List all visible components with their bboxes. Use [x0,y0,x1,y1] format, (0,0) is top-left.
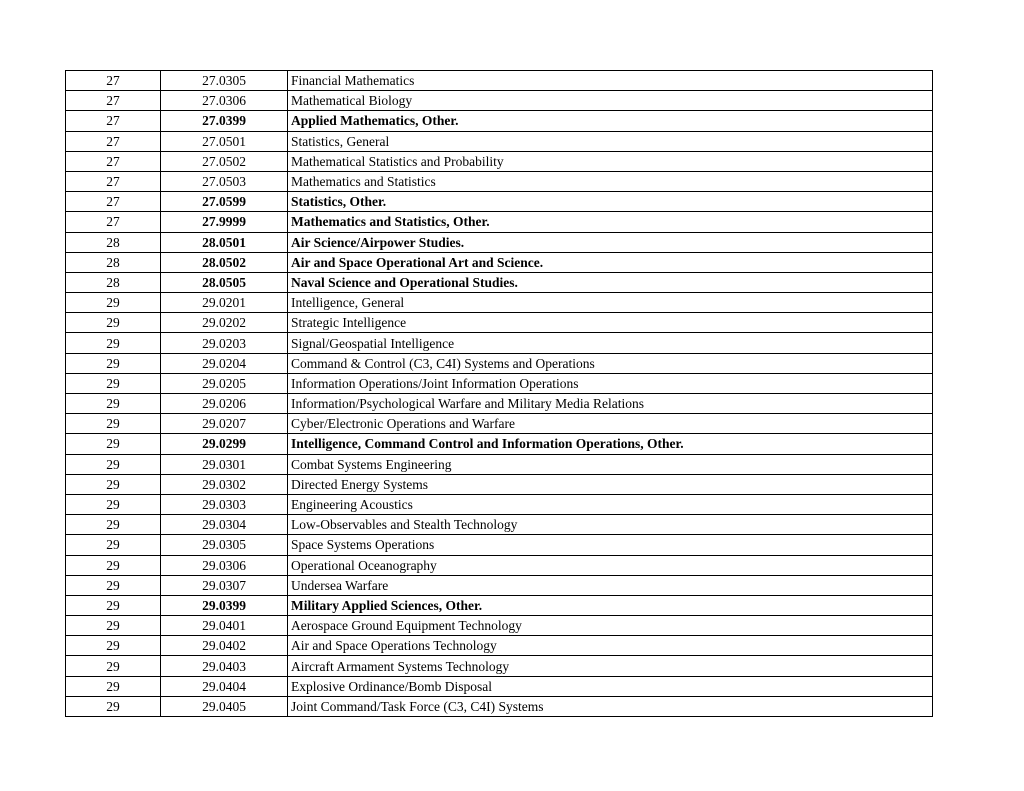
program-title-cell: Naval Science and Operational Studies. [288,272,933,292]
series-cell: 28 [66,232,161,252]
program-title-cell: Directed Energy Systems [288,474,933,494]
table-row [66,333,933,353]
program-title-cell: Cyber/Electronic Operations and Warfare [288,414,933,434]
series-cell: 29 [66,494,161,514]
series-cell: 29 [66,293,161,313]
table-row [66,71,933,91]
table-row [66,131,933,151]
series-cell: 29 [66,454,161,474]
table-row [66,515,933,535]
cip-code-cell: 29.0402 [161,636,288,656]
series-cell: 29 [66,555,161,575]
series-cell: 29 [66,434,161,454]
cip-code-cell: 29.0306 [161,555,288,575]
program-title-cell: Financial Mathematics [288,71,933,91]
table-row [66,616,933,636]
program-title-cell: Aerospace Ground Equipment Technology [288,616,933,636]
program-title-cell: Engineering Acoustics [288,494,933,514]
program-title-cell: Strategic Intelligence [288,313,933,333]
table-row [66,373,933,393]
program-title-cell: Undersea Warfare [288,575,933,595]
cip-code-cell: 28.0502 [161,252,288,272]
cip-code-cell: 29.0404 [161,676,288,696]
series-cell: 29 [66,333,161,353]
table-body [66,71,933,717]
cip-code-cell: 29.0299 [161,434,288,454]
cip-code-cell: 28.0501 [161,232,288,252]
series-cell: 27 [66,91,161,111]
cip-code-cell: 29.0301 [161,454,288,474]
series-cell: 29 [66,515,161,535]
cip-code-cell: 29.0207 [161,414,288,434]
program-title-cell: Mathematics and Statistics, Other. [288,212,933,232]
series-cell: 27 [66,171,161,191]
series-cell: 27 [66,151,161,171]
cip-code-cell: 29.0302 [161,474,288,494]
table-row [66,555,933,575]
cip-code-cell: 29.0303 [161,494,288,514]
program-title-cell: Statistics, General [288,131,933,151]
series-cell: 29 [66,535,161,555]
program-title-cell: Space Systems Operations [288,535,933,555]
series-cell: 28 [66,272,161,292]
program-title-cell: Operational Oceanography [288,555,933,575]
table-row [66,434,933,454]
program-title-cell: Intelligence, General [288,293,933,313]
program-title-cell: Command & Control (C3, C4I) Systems and Operations [288,353,933,373]
program-title-cell: Intelligence, Command Control and Information Operations, Other. [288,434,933,454]
table-row [66,474,933,494]
table-row [66,696,933,716]
cip-code-cell: 29.0307 [161,575,288,595]
program-title-cell: Joint Command/Task Force (C3, C4I) Systems [288,696,933,716]
series-cell: 29 [66,313,161,333]
cip-code-cell: 29.0202 [161,313,288,333]
table-row [66,313,933,333]
series-cell: 29 [66,414,161,434]
program-title-cell: Explosive Ordinance/Bomb Disposal [288,676,933,696]
table-row [66,91,933,111]
cip-code-cell: 29.0401 [161,616,288,636]
table-row [66,353,933,373]
program-title-cell: Air Science/Airpower Studies. [288,232,933,252]
cip-code-cell: 29.0403 [161,656,288,676]
program-title-cell: Aircraft Armament Systems Technology [288,656,933,676]
cip-code-cell: 27.9999 [161,212,288,232]
series-cell: 29 [66,676,161,696]
table-row [66,595,933,615]
series-cell: 29 [66,656,161,676]
program-title-cell: Applied Mathematics, Other. [288,111,933,131]
program-title-cell: Combat Systems Engineering [288,454,933,474]
program-title-cell: Mathematical Biology [288,91,933,111]
series-cell: 29 [66,595,161,615]
table-row [66,636,933,656]
table-row [66,232,933,252]
program-title-cell: Information/Psychological Warfare and Military Media Relations [288,394,933,414]
program-title-cell: Information Operations/Joint Information Operations [288,373,933,393]
series-cell: 28 [66,252,161,272]
cip-code-cell: 27.0599 [161,192,288,212]
cip-code-cell: 27.0501 [161,131,288,151]
cip-code-cell: 28.0505 [161,272,288,292]
cip-code-cell: 27.0399 [161,111,288,131]
table-row [66,656,933,676]
cip-code-cell: 29.0205 [161,373,288,393]
program-title-cell: Signal/Geospatial Intelligence [288,333,933,353]
program-title-cell: Military Applied Sciences, Other. [288,595,933,615]
table-row [66,272,933,292]
table-row [66,575,933,595]
table-row [66,111,933,131]
series-cell: 29 [66,696,161,716]
table-row [66,454,933,474]
table-row [66,414,933,434]
table-row [66,293,933,313]
cip-code-table [65,70,933,717]
table-row [66,171,933,191]
series-cell: 27 [66,71,161,91]
table-row [66,535,933,555]
table-row [66,192,933,212]
table-row [66,394,933,414]
program-title-cell: Mathematical Statistics and Probability [288,151,933,171]
series-cell: 29 [66,373,161,393]
table-row [66,151,933,171]
cip-code-cell: 29.0305 [161,535,288,555]
series-cell: 27 [66,111,161,131]
cip-code-cell: 29.0201 [161,293,288,313]
program-title-cell: Low-Observables and Stealth Technology [288,515,933,535]
cip-code-cell: 29.0405 [161,696,288,716]
cip-code-cell: 27.0305 [161,71,288,91]
series-cell: 27 [66,212,161,232]
cip-code-cell: 29.0204 [161,353,288,373]
series-cell: 27 [66,192,161,212]
table-row [66,494,933,514]
program-title-cell: Air and Space Operations Technology [288,636,933,656]
series-cell: 27 [66,131,161,151]
cip-code-cell: 27.0502 [161,151,288,171]
table-row [66,676,933,696]
program-title-cell: Statistics, Other. [288,192,933,212]
table-row [66,252,933,272]
series-cell: 29 [66,353,161,373]
cip-code-cell: 29.0206 [161,394,288,414]
cip-code-cell: 27.0503 [161,171,288,191]
series-cell: 29 [66,636,161,656]
cip-code-cell: 29.0399 [161,595,288,615]
series-cell: 29 [66,616,161,636]
program-title-cell: Mathematics and Statistics [288,171,933,191]
series-cell: 29 [66,474,161,494]
program-title-cell: Air and Space Operational Art and Science. [288,252,933,272]
series-cell: 29 [66,394,161,414]
table-row [66,212,933,232]
cip-code-cell: 29.0304 [161,515,288,535]
cip-code-cell: 27.0306 [161,91,288,111]
cip-code-cell: 29.0203 [161,333,288,353]
series-cell: 29 [66,575,161,595]
